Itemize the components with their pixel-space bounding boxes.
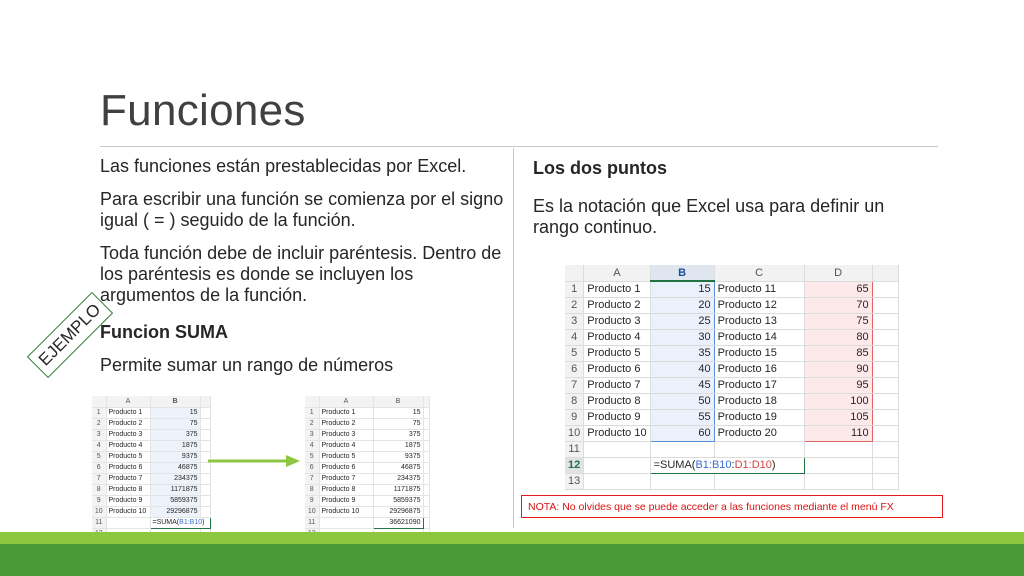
cell[interactable]: 100: [804, 393, 872, 409]
table-row: 7 Producto 7 234375: [305, 473, 429, 484]
right-arrow-icon: [208, 455, 300, 467]
table-row: 4 Producto 4 30 Producto 14 80: [565, 329, 898, 345]
cell[interactable]: Producto 7: [584, 377, 650, 393]
title-divider: [100, 146, 938, 147]
col-header-a[interactable]: A: [584, 265, 650, 281]
table-row: 3 Producto 3 25 Producto 13 75: [565, 313, 898, 329]
table-row: 8 Producto 8 1171875: [92, 484, 210, 495]
table-row: 3 Producto 3 375: [305, 429, 429, 440]
table-row: 4 Producto 4 1875: [305, 440, 429, 451]
table-row: 10 Producto 10 60 Producto 20 110: [565, 425, 898, 441]
cell[interactable]: 234375: [150, 473, 200, 484]
slide-title: Funciones: [100, 86, 306, 135]
cell[interactable]: 1171875: [373, 484, 423, 495]
table-row: 1 Producto 1 15: [305, 407, 429, 418]
cell[interactable]: 234375: [373, 473, 423, 484]
cell[interactable]: 1875: [373, 440, 423, 451]
cell[interactable]: 65: [804, 281, 872, 297]
cell[interactable]: Producto 8: [584, 393, 650, 409]
cell[interactable]: 35: [650, 345, 714, 361]
col-header-d[interactable]: D: [804, 265, 872, 281]
left-column: [100, 156, 505, 388]
cell[interactable]: Producto 12: [714, 297, 804, 313]
cell[interactable]: 95: [804, 377, 872, 393]
cell[interactable]: 75: [150, 418, 200, 429]
table-row: 2 Producto 2 75: [305, 418, 429, 429]
cell[interactable]: Producto 6: [106, 462, 150, 473]
big-sheet: A B C D 1 Producto 1 15 Producto 11 65 2 Producto 2 20 Producto 12 70 3 Producto 3 25 Producto 13 75 4 Producto 4 30 Producto 14 80 5 Producto 5 35 Producto 15 85 6 Producto 6 40 Producto 16 90 7 Producto 7 45 Producto 17 95 8 Producto 8 50 Producto 18 100 9 Producto 9 55 Producto 19 105 10 Producto 10 60 Producto 20 110 11 12 =SUMA(B1:B10:D1:D10) 13: [565, 265, 899, 490]
cell[interactable]: 29296875: [373, 506, 423, 517]
col-header-c[interactable]: C: [714, 265, 804, 281]
table-row: 7 Producto 7 234375: [92, 473, 210, 484]
formula-cell[interactable]: =SUMA(B1:B10:D1:D10): [650, 457, 804, 473]
table-row: 8 Producto 8 50 Producto 18 100: [565, 393, 898, 409]
cell[interactable]: 25: [650, 313, 714, 329]
cell[interactable]: 30: [650, 329, 714, 345]
cell[interactable]: Producto 6: [584, 361, 650, 377]
cell[interactable]: Producto 8: [319, 484, 373, 495]
cell[interactable]: 105: [804, 409, 872, 425]
colon-heading: Los dos puntos: [533, 158, 667, 178]
cell[interactable]: Producto 8: [106, 484, 150, 495]
table-row: 9 Producto 9 55 Producto 19 105: [565, 409, 898, 425]
mini-sheet-formula: A B 1 Producto 1 15 2 Producto 2 75 3 Producto 3 375 4 Producto 4 1875 5 Producto 5 9375 6 Producto 6 46875 7 Producto 7 234375 8 Producto 8 1171875 9 Producto 9 5859375 10 Producto 10 29296875 11 =SUMA(B1:B10): [92, 396, 211, 540]
cell[interactable]: Producto 5: [106, 451, 150, 462]
cell[interactable]: 80: [804, 329, 872, 345]
syntax-paragraph: Para escribir una función se comienza por el signo igual ( = ) seguido de la función.: [100, 189, 504, 230]
cell[interactable]: Producto 7: [106, 473, 150, 484]
cell[interactable]: Producto 9: [319, 495, 373, 506]
table-row: 6 Producto 6 46875: [305, 462, 429, 473]
mini-sheet-result: A B 1 Producto 1 15 2 Producto 2 75 3 Producto 3 375 4 Producto 4 1875 5 Producto 5 9375 6 Producto 6 46875 7 Producto 7 234375 8 Producto 8 1171875 9 Producto 9 5859375 10 Producto 10 29296875 11 36621090: [305, 396, 430, 540]
cell[interactable]: 40: [650, 361, 714, 377]
cell[interactable]: Producto 1: [319, 407, 373, 418]
cell[interactable]: 55: [650, 409, 714, 425]
table-row: 3 Producto 3 375: [92, 429, 210, 440]
cell[interactable]: Producto 4: [319, 440, 373, 451]
footer-band-light: [0, 532, 1024, 544]
cell[interactable]: 75: [373, 418, 423, 429]
cell[interactable]: Producto 1: [584, 281, 650, 297]
cell[interactable]: 1875: [150, 440, 200, 451]
cell[interactable]: 110: [804, 425, 872, 441]
table-row: 6 Producto 6 46875: [92, 462, 210, 473]
cell[interactable]: Producto 9: [584, 409, 650, 425]
cell[interactable]: Producto 3: [584, 313, 650, 329]
cell[interactable]: Producto 10: [319, 506, 373, 517]
cell[interactable]: 70: [804, 297, 872, 313]
cell[interactable]: 15: [650, 281, 714, 297]
cell[interactable]: 50: [650, 393, 714, 409]
cell[interactable]: Producto 2: [584, 297, 650, 313]
cell[interactable]: 45: [650, 377, 714, 393]
mini-result-cell[interactable]: 36621090: [373, 517, 423, 528]
column-divider: [513, 148, 514, 528]
table-row: 1 Producto 1 15: [92, 407, 210, 418]
cell[interactable]: 46875: [373, 462, 423, 473]
intro-paragraph: Las funciones están prestablecidas por Excel.: [100, 156, 467, 176]
cell[interactable]: 15: [150, 407, 200, 418]
cell[interactable]: 5859375: [150, 495, 200, 506]
cell[interactable]: 9375: [373, 451, 423, 462]
cell[interactable]: Producto 9: [106, 495, 150, 506]
table-row: 8 Producto 8 1171875: [305, 484, 429, 495]
cell[interactable]: 75: [804, 313, 872, 329]
table-row: 10 Producto 10 29296875: [305, 506, 429, 517]
cell[interactable]: 9375: [150, 451, 200, 462]
cell[interactable]: 375: [373, 429, 423, 440]
cell[interactable]: Producto 11: [714, 281, 804, 297]
cell[interactable]: Producto 2: [106, 418, 150, 429]
mini-formula-cell[interactable]: =SUMA(B1:B10): [150, 517, 210, 528]
cell[interactable]: Producto 4: [106, 440, 150, 451]
parentheses-paragraph: Toda función debe de incluir paréntesis. Dentro de los paréntesis es donde se incluyen los argumentos de la función.: [100, 243, 502, 305]
cell[interactable]: Producto 1: [106, 407, 150, 418]
table-row: 5 Producto 5 35 Producto 15 85: [565, 345, 898, 361]
table-row: 5 Producto 5 9375: [305, 451, 429, 462]
cell[interactable]: Producto 6: [319, 462, 373, 473]
table-row: 7 Producto 7 45 Producto 17 95: [565, 377, 898, 393]
right-column: [533, 158, 933, 238]
table-row: 6 Producto 6 40 Producto 16 90: [565, 361, 898, 377]
table-row: 9 Producto 9 5859375: [92, 495, 210, 506]
cell[interactable]: 85: [804, 345, 872, 361]
cell[interactable]: 60: [650, 425, 714, 441]
table-row: 5 Producto 5 9375: [92, 451, 210, 462]
cell[interactable]: Producto 3: [106, 429, 150, 440]
cell[interactable]: 375: [150, 429, 200, 440]
cell[interactable]: Producto 15: [714, 345, 804, 361]
cell[interactable]: Producto 17: [714, 377, 804, 393]
suma-description: Permite sumar un rango de números: [100, 355, 394, 375]
table-row: 4 Producto 4 1875: [92, 440, 210, 451]
note-box: NOTA: No olvides que se puede acceder a las funciones mediante el menú FX: [521, 495, 943, 518]
col-header-b[interactable]: B: [650, 265, 714, 281]
table-row: 2 Producto 2 20 Producto 12 70: [565, 297, 898, 313]
cell[interactable]: Producto 14: [714, 329, 804, 345]
cell[interactable]: Producto 16: [714, 361, 804, 377]
footer-band-dark: [0, 544, 1024, 576]
cell[interactable]: Producto 5: [584, 345, 650, 361]
cell[interactable]: Producto 3: [319, 429, 373, 440]
cell[interactable]: 20: [650, 297, 714, 313]
table-row: 1 Producto 1 15 Producto 11 65: [565, 281, 898, 297]
cell[interactable]: Producto 19: [714, 409, 804, 425]
cell[interactable]: Producto 5: [319, 451, 373, 462]
cell[interactable]: 5859375: [373, 495, 423, 506]
cell[interactable]: Producto 10: [106, 506, 150, 517]
ejemplo-label: EJEMPLO: [27, 292, 113, 378]
table-row: 9 Producto 9 5859375: [305, 495, 429, 506]
cell[interactable]: 46875: [150, 462, 200, 473]
cell[interactable]: 1171875: [150, 484, 200, 495]
cell[interactable]: 90: [804, 361, 872, 377]
suma-heading: Funcion SUMA: [100, 322, 228, 342]
cell[interactable]: Producto 7: [319, 473, 373, 484]
cell[interactable]: Producto 4: [584, 329, 650, 345]
cell[interactable]: Producto 13: [714, 313, 804, 329]
colon-description: Es la notación que Excel usa para definir un rango continuo.: [533, 196, 885, 237]
cell[interactable]: 15: [373, 407, 423, 418]
cell[interactable]: Producto 20: [714, 425, 804, 441]
table-row: 10 Producto 10 29296875: [92, 506, 210, 517]
cell[interactable]: Producto 10: [584, 425, 650, 441]
cell[interactable]: 29296875: [150, 506, 200, 517]
cell[interactable]: Producto 2: [319, 418, 373, 429]
cell[interactable]: Producto 18: [714, 393, 804, 409]
table-row: 2 Producto 2 75: [92, 418, 210, 429]
